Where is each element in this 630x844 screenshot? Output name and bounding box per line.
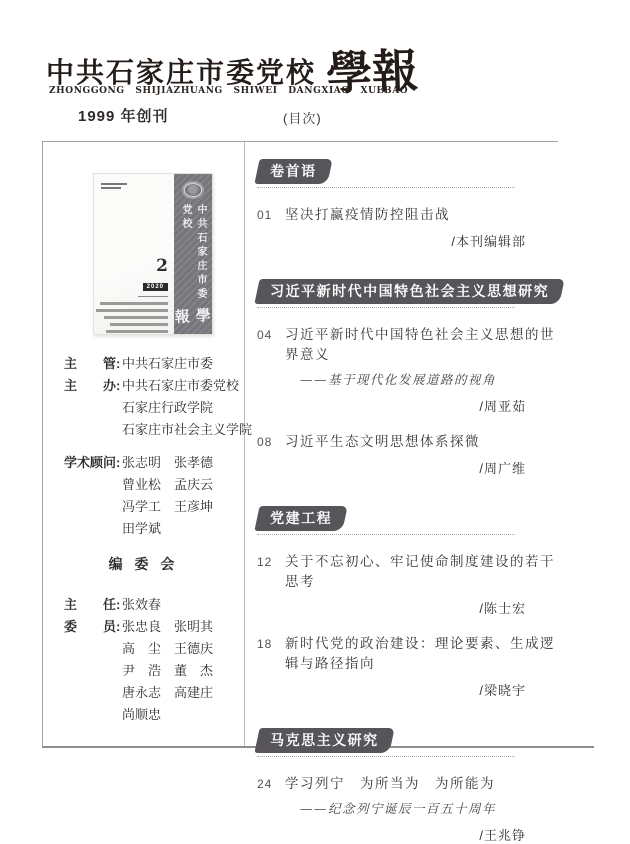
editorial-board-heading: 编 委 会: [108, 556, 179, 572]
section-heading-badge: [254, 159, 332, 184]
contents-label: (目次): [283, 111, 322, 126]
cover-issn-line: [101, 183, 127, 185]
info-row: [64, 375, 253, 441]
school-emblem-icon: [184, 183, 202, 197]
article-page-number: 08: [257, 435, 273, 449]
cover-issue: [138, 258, 168, 297]
cover-spine-title: 中共石家庄市委党校: [180, 204, 206, 303]
article-author: /王兆铮: [479, 828, 526, 843]
toc-column: [245, 142, 558, 843]
article-title: 习近平生态文明思想体系探微: [285, 434, 480, 449]
info-row-line: 田学斌: [122, 521, 162, 536]
article-page-number: 12: [257, 555, 273, 569]
info-row-line: 石家庄行政学院: [122, 400, 214, 415]
article-author: /梁晓宇: [479, 683, 526, 698]
masthead: [0, 0, 630, 141]
section-heading-label: 党建工程: [270, 510, 333, 526]
info-row-line: 张志明 张孝德: [122, 455, 214, 470]
editorial-board-info: [64, 594, 240, 726]
cover-spine-xuebao: 學報: [172, 306, 213, 326]
info-row-values: [122, 375, 252, 441]
journal-cover-thumbnail: [93, 173, 213, 335]
toc-section: [245, 728, 558, 844]
info-row: [64, 353, 240, 375]
article-author: /陈士宏: [479, 601, 526, 616]
info-row-line: 唐永志 高建庄: [122, 685, 214, 700]
section-heading-label: 习近平新时代中国特色社会主义思想研究: [270, 283, 550, 299]
toc-section: [245, 159, 558, 250]
article-title: 新时代党的政治建设：理论要素、生成逻辑与路径指向: [285, 636, 555, 671]
info-row-values: [122, 452, 240, 540]
article-subtitle: ——纪念列宁诞辰一百五十周年: [300, 801, 497, 816]
section-heading-label: 卷首语: [270, 163, 317, 179]
article-title: 坚决打赢疫情防控阻击战: [285, 207, 450, 222]
article-author: /周亚茹: [479, 399, 526, 414]
toc-article: [245, 772, 558, 844]
article-title-line: [245, 550, 558, 590]
toc-article: [245, 632, 558, 699]
section-dotted-rule: [257, 756, 515, 757]
section-heading-badge: [254, 279, 564, 304]
contents-box: [42, 141, 558, 843]
publisher-info: [64, 353, 253, 540]
article-title-line: [245, 772, 558, 792]
journal-title-cn: 中共石家庄市委党校: [46, 56, 317, 89]
cover-article-line: [110, 323, 168, 326]
article-author: /本刊编辑部: [451, 234, 526, 249]
article-page-number: 04: [257, 328, 273, 342]
article-title-line: [245, 632, 558, 672]
cover-article-line: [104, 316, 168, 319]
info-row-line: 尹 浩 董 杰: [122, 663, 214, 678]
info-row-line: 冯学工 王彦坤: [122, 499, 214, 514]
cover-issue-subline: [138, 296, 168, 297]
info-row-line: 张忠良 张明其: [122, 619, 214, 634]
cover-article-line: [96, 309, 168, 312]
cover-spine: [174, 174, 212, 334]
left-column: [43, 142, 253, 746]
info-row-label: 主 任:: [64, 597, 121, 612]
info-row-values: [122, 594, 240, 616]
info-row-values: [122, 353, 240, 375]
cover-article-line: [106, 330, 168, 333]
article-subtitle: ——基于现代化发展道路的视角: [300, 372, 497, 387]
info-row-line: 高 尘 王德庆: [122, 641, 214, 656]
info-row-label: 学术顾问:: [64, 455, 121, 470]
info-row-line: 张效春: [122, 597, 162, 612]
toc-article: [245, 430, 558, 477]
cover-issue-number: 2: [156, 256, 168, 276]
info-row-label: 主 管:: [64, 356, 121, 371]
section-dotted-rule: [257, 307, 515, 308]
section-heading-badge: [254, 728, 394, 753]
info-row: [64, 594, 240, 616]
article-title: 学习列宁 为所当为 为所能为: [285, 776, 495, 791]
section-heading-label: 马克思主义研究: [270, 732, 379, 748]
info-row-label: 委 员:: [64, 619, 121, 634]
info-row-line: 中共石家庄市委: [122, 356, 214, 371]
article-title-line: [245, 430, 558, 450]
article-title-line: [245, 203, 558, 223]
article-page-number: 18: [257, 637, 273, 651]
cover-article-line: [100, 302, 168, 305]
cover-issn-line: [101, 187, 121, 189]
article-page-number: 24: [257, 777, 273, 791]
cover-issn-block: [101, 183, 127, 191]
toc-article: [245, 550, 558, 617]
cover-article-list: [96, 302, 168, 337]
info-row-line: 中共石家庄市委党校: [122, 378, 240, 393]
section-dotted-rule: [257, 534, 515, 535]
toc-article: [245, 203, 558, 250]
info-row-values: [122, 616, 240, 726]
toc-article: [245, 323, 558, 415]
info-row-label: 主 办:: [64, 378, 121, 393]
toc-section: [245, 506, 558, 699]
cover-issue-year: 2020: [143, 283, 168, 291]
article-title-line: [245, 323, 558, 363]
article-title: 习近平新时代中国特色社会主义思想的世界意义: [285, 327, 555, 362]
journal-title-xuebao: 學報: [325, 43, 420, 101]
founded-year-label: 1999 年创刊: [78, 108, 169, 125]
info-row-line: 石家庄市社会主义学院: [122, 422, 253, 437]
journal-title-pinyin: ZHONGGONG SHIJIAZHUANG SHIWEI DANGXIAO XUEBAO: [49, 86, 409, 96]
section-dotted-rule: [257, 187, 515, 188]
article-author: /周广维: [479, 461, 526, 476]
info-row: [64, 616, 240, 726]
info-row-line: 尚顺忠: [122, 707, 162, 722]
info-row: [64, 452, 240, 540]
article-title: 关于不忘初心、牢记使命制度建设的若干思考: [285, 554, 555, 589]
toc-section: [245, 279, 558, 477]
article-page-number: 01: [257, 208, 273, 222]
info-row-line: 曾业松 孟庆云: [122, 477, 214, 492]
section-heading-badge: [254, 506, 347, 531]
